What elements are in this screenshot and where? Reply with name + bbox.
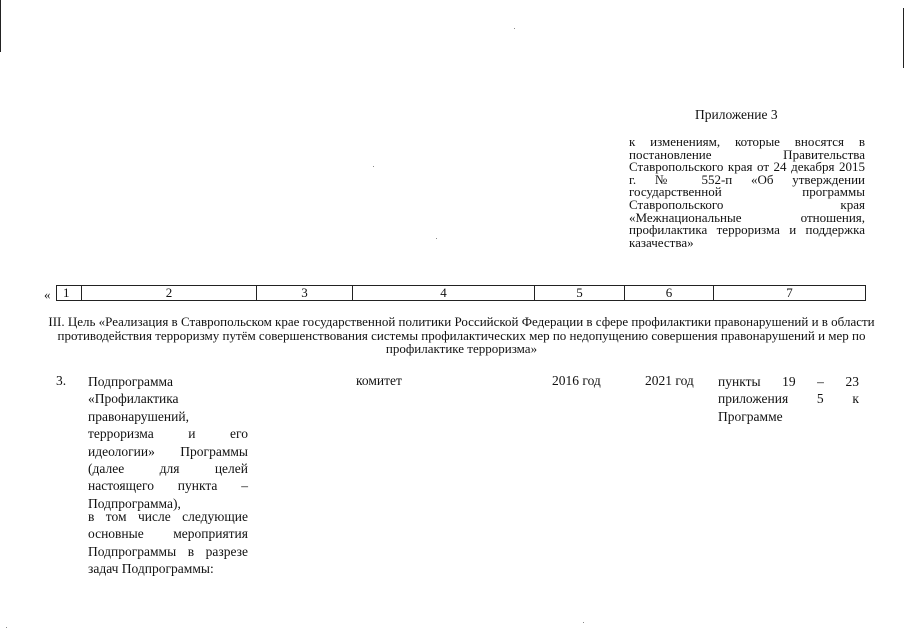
left-margin-line (0, 0, 1, 52)
column-number-4: 4 (353, 286, 535, 301)
section-heading: III. Цель «Реализация в Ставропольском крае государственной политики Российской Федерации в сфере профилактики правонарушений и в области противодействия терроризму путём совершенствования системы профилактических мер по недопущению совершения правонарушений и мер по профилактике терроризма» (48, 314, 875, 356)
row-start-date: 2016 год (552, 373, 601, 388)
column-number-row (57, 286, 866, 301)
appendix-note: к изменениям, которые вносятся в постановление Правительства Ставропольского края от 24 декабря 2015 г. № 552-п «Об утверждении государственной программы Ставропольского края «Межнациональные отношения, профилактика терроризма и поддержка казачества» (629, 134, 865, 250)
column-number-header (56, 285, 866, 301)
row-number: 3. (56, 373, 67, 388)
scan-speck (6, 627, 7, 628)
row-name-continued: в том числе следующие основные мероприятия Подпрограммы в разрезе задач Подпрограммы: (88, 509, 248, 577)
row-end-date: 2021 год (645, 373, 694, 388)
appendix-title: Приложение 3 (695, 107, 778, 122)
table-open-quote: « (44, 287, 51, 302)
column-number-5: 5 (535, 286, 625, 301)
scan-speck (583, 622, 584, 623)
scan-speck (436, 238, 437, 239)
column-number-7: 7 (714, 286, 866, 301)
column-number-2: 2 (82, 286, 257, 301)
row-name: Подпрограмма «Профилактика правонарушений, терроризма и его идеологии» Программы (далее для целей настоящего пункта – Подпрограмма), (88, 374, 248, 511)
scan-speck (514, 28, 515, 29)
column-number-3: 3 (257, 286, 353, 301)
column-number-1: 1 (57, 286, 82, 301)
scan-speck (373, 166, 374, 167)
row-relation: пункты 19 – 23 приложения 5 к Программе (718, 374, 859, 424)
column-number-6: 6 (625, 286, 714, 301)
row-executor: комитет (356, 373, 402, 388)
right-margin-line (903, 8, 904, 68)
